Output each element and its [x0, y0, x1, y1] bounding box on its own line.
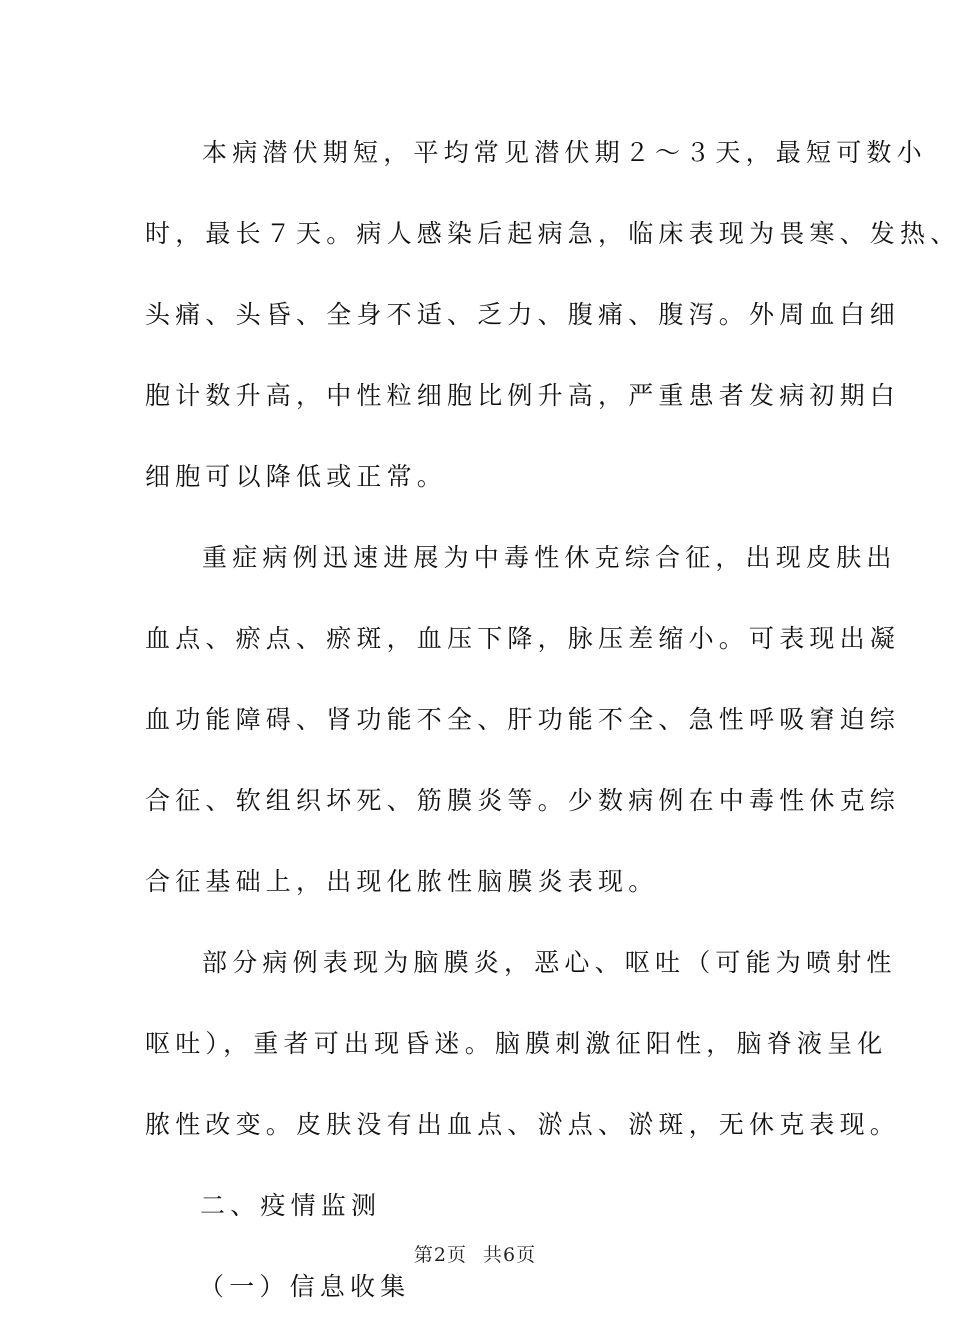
text-line: 血功能障碍、肾功能不全、肝功能不全、急性呼吸窘迫综 [145, 705, 901, 734]
text-line: 重症病例迅速进展为中毒性休克综合征，出现皮肤出 [202, 543, 897, 572]
total-pages: 共6页 [483, 1244, 537, 1266]
text-line: 血点、瘀点、瘀斑，血压下降，脉压差缩小。可表现出凝 [145, 624, 901, 653]
text-line: 细胞可以降低或正常。 [145, 462, 448, 491]
document-body [145, 128, 960, 1343]
paragraph-severe-cases [145, 533, 901, 916]
section-heading: 二、疫情监测 [200, 1191, 382, 1220]
text-line: 头痛、头昏、全身不适、乏力、腹痛、腹泻。外周血白细 [145, 300, 901, 329]
subsection-heading: （一）信息收集 [199, 1272, 411, 1301]
text-line: 本病潜伏期短，平均常见潜伏期２～３天，最短可数小 [202, 138, 927, 167]
paragraph-meningitis [145, 938, 901, 1159]
text-line: 呕吐），重者可出现昏迷。脑膜刺激征阳性，脑脊液呈化 [145, 1029, 888, 1058]
paragraph-incubation [145, 128, 960, 511]
current-page-number: 第2页 [413, 1244, 467, 1266]
text-line: 合征基础上，出现化脓性脑膜炎表现。 [145, 867, 659, 896]
text-line: 部分病例表现为脑膜炎，恶心、呕吐（可能为喷射性 [202, 948, 897, 977]
text-line: 脓性改变。皮肤没有出血点、淤点、淤斑，无休克表现。 [145, 1110, 901, 1139]
page-footer [0, 1240, 950, 1267]
text-line: 合征、软组织坏死、筋膜炎等。少数病例在中毒性休克综 [145, 786, 901, 815]
text-line: 胞计数升高，中性粒细胞比例升高，严重患者发病初期白 [145, 381, 901, 410]
text-line: 时，最长７天。病人感染后起病急，临床表现为畏寒、发热、 [145, 219, 960, 248]
